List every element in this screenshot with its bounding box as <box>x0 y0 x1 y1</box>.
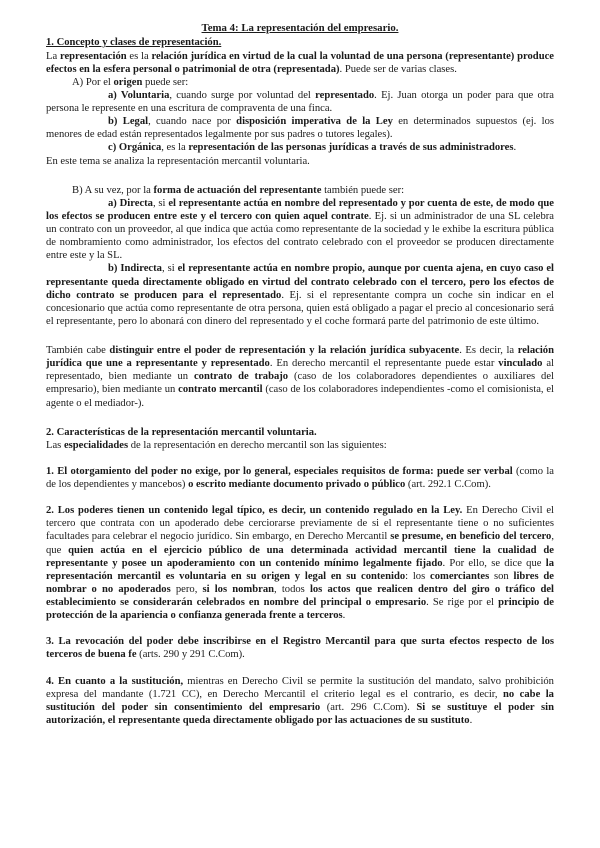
text-run: También cabe <box>46 345 110 356</box>
bold-run: contrato de trabajo <box>193 371 289 383</box>
text-run: es la <box>126 50 152 62</box>
bold-run: si los nombran <box>202 583 275 595</box>
directa-paragraph <box>46 197 554 263</box>
text-run: En este tema se analiza la representación mercantil voluntaria. <box>46 155 310 167</box>
text-run: . Ej. si un administrador de una SL celebra un contrato con un proveedor, al que indica que actúa como representante de la sociedad y le exhibe la escritura pública de nombramiento como administrador, los efectos del contrato celebrado con el proveedor se producen directamente entre este y la SL. <box>46 210 554 262</box>
text-run: al representado, bien mediante un <box>46 358 554 383</box>
bold-run: distinguir entre el poder de representación y la relación jurídica subyacente <box>109 345 460 356</box>
text-run: La <box>46 50 60 62</box>
text-run: en determinados supuestos (ej. los menores de edad están representados legalmente por sus padres o tutores legales). <box>46 116 555 141</box>
text-run: : los <box>405 570 430 582</box>
text-run: Las <box>46 439 64 451</box>
point-1 <box>46 465 554 491</box>
text-run: . Puede ser de varias clases. <box>339 63 457 75</box>
text-run: , si <box>152 197 169 209</box>
section-1-heading: 1. Concepto y clases de representación. <box>46 37 222 49</box>
bold-run: la representación mercantil es voluntaria en su origen y legal en su contenido <box>46 557 554 582</box>
point-2 <box>46 504 554 622</box>
section-1-intro <box>46 50 554 76</box>
text-run: puede ser: <box>142 76 189 88</box>
actuacion-intro <box>46 184 554 197</box>
bold-run: vinculado <box>498 358 543 370</box>
section-2-heading: 2. Características de la representación mercantil voluntaria. <box>46 426 317 438</box>
text-run: , todos <box>274 583 310 595</box>
text-run: . Por ello, se dice que <box>442 557 546 569</box>
bold-run: representado <box>315 89 375 101</box>
bold-run: a) Voluntaria <box>108 89 170 101</box>
bold-run: no cabe la sustitución del poder sin consentimiento del empresario <box>46 688 554 713</box>
bold-run: forma de actuación del representante <box>153 184 322 196</box>
text-run: son <box>489 570 514 582</box>
text-run: . <box>469 714 473 726</box>
text-run: En Derecho Civil el tercero que contrata con un apoderado debe cerciorarse previamente de si el representante tiene o no suficientes facultades para celebrar el negocio jurídico. Sin embargo, en Derecho Mercantil <box>46 505 555 543</box>
bold-run: 2. Los poderes tienen un contenido legal típico, es decir, un contenido regulado en la Ley. <box>46 505 463 517</box>
bold-run: origen <box>113 76 143 88</box>
bold-run: b) Indirecta <box>108 263 162 275</box>
text-run: (arts. 290 y 291 C.Com). <box>136 649 245 661</box>
bold-run: representación de las personas jurídicas a través de sus administradores <box>188 142 514 154</box>
indirecta-paragraph <box>46 262 554 328</box>
document-title: Tema 4: La representación del empresario. <box>201 22 399 34</box>
text-run: . Es decir, la <box>459 345 518 356</box>
bold-run: 1. El otorgamiento del poder no exige, por lo general, especiales requisitos de forma: puede ser verbal <box>46 465 513 477</box>
bold-run: libres de nombrar o no apoderados <box>46 570 554 595</box>
text-run: . En derecho mercantil el representante puede estar <box>269 358 499 370</box>
bold-run: los actos que realicen dentro del giro o tráfico del establecimiento se considerarán celebrados en nombre del principal o empresario <box>46 583 554 608</box>
bold-run: relación jurídica que une a representante y representado <box>46 345 554 370</box>
text-run: , cuando surge por voluntad del <box>169 89 316 101</box>
bold-run: a) Directa <box>108 197 153 209</box>
text-run: . Se rige por el <box>426 597 499 608</box>
bold-run: Si se sustituye el poder sin autorización, el representante queda directamente obligado por las actuaciones de su sustituto <box>46 701 555 726</box>
text-run: de la representación en derecho mercantil son las siguientes: <box>128 439 387 451</box>
text-run: (caso de los colaboradores independientes -como el comisionista, el agente o el mediador-). <box>46 384 554 409</box>
bold-run: contrato mercantil <box>178 384 263 396</box>
point-3 <box>46 635 554 661</box>
text-run: . <box>342 610 346 622</box>
text-run: también puede ser: <box>321 184 405 196</box>
text-run: B) A su vez, por la <box>72 184 154 196</box>
bold-run: el representante actúa en nombre del representado y por cuenta de este, de modo que los efectos se producen entre este y el tercero con quien aquel contrate <box>46 197 554 222</box>
text-run: (art. 292.1 C.Com). <box>405 479 491 490</box>
voluntaria-paragraph <box>46 89 554 115</box>
bold-run: principio de protección de la apariencia o confianza generada frente a terceros <box>46 597 554 622</box>
text-run: A) Por el <box>72 76 114 88</box>
text-run: . Ej. si el representante compra un coche sin indicar en el concesionario que actúa como representante de otra persona, quien está obligado a pagar el precio al concesionario será el representante, pero lo abonará con dinero del representado y el coche formará parte del patrimonio de este último. <box>46 289 555 327</box>
text-run: , es la <box>161 142 189 154</box>
bold-run: c) Orgánica <box>108 142 162 154</box>
text-run: , que <box>46 531 554 556</box>
bold-run: 4. En cuanto a la sustitución, <box>46 675 184 687</box>
bold-run: se presume, en beneficio del tercero <box>390 531 552 543</box>
distinguir-paragraph <box>46 344 554 410</box>
point-4 <box>46 675 554 728</box>
text-run: mientras en Derecho Civil se permite la sustitución del mandato, salvo prohibición expresa del mandante (1.721 CC), en Derecho Mercantil el criterio legal es el contrario, es decir, <box>46 675 554 700</box>
origin-intro <box>46 76 554 89</box>
text-run: , si <box>161 263 178 275</box>
bold-run: comerciantes <box>430 570 490 582</box>
text-run: , cuando nace por <box>148 116 237 128</box>
text-run: (como la de los dependientes y mancebos) <box>46 465 554 490</box>
bold-run: el representante actúa en nombre propio, aunque por cuenta ajena, en cuyo caso el representante queda directamente obligado en virtud del contrato celebrado con el tercero, pero los efectos de dicho contrato se producen para el representado <box>46 263 554 301</box>
bold-run: 3. La revocación del poder debe inscribirse en el Registro Mercantil para que surta efectos respecto de los terceros de buena fe <box>46 636 554 661</box>
section-2-intro <box>46 439 554 452</box>
bold-run: relación jurídica en virtud de la cual la voluntad de una persona (representante) produce efectos en la esfera personal o patrimonial de otra (representada) <box>46 50 554 75</box>
bold-run: quien actúa en el ejercicio público de una determinada actividad mercantil tiene la cualidad de representante y posee un apoderamiento con un contenido mínimo legalmente fijado <box>46 544 554 569</box>
bold-run: o escrito mediante documento privado o público <box>188 479 406 490</box>
bold-run: disposición imperativa de la Ley <box>236 116 393 128</box>
text-run: pero, <box>170 583 203 595</box>
text-run: (caso de los colaboradores dependientes o auxiliares del empresario), bien mediante un <box>46 371 554 396</box>
organica-paragraph <box>46 141 554 154</box>
text-run: . Ej. Juan otorga un poder para que otra persona le represente en una escritura de compraventa de una finca. <box>46 89 554 114</box>
bold-run: representación <box>59 50 127 62</box>
bold-run: b) Legal <box>108 116 149 128</box>
legal-paragraph <box>46 115 554 141</box>
text-run: . <box>513 142 517 154</box>
tema-note <box>46 155 554 168</box>
bold-run: especialidades <box>63 439 129 451</box>
text-run: (art. 296 C.Com). <box>320 701 417 713</box>
